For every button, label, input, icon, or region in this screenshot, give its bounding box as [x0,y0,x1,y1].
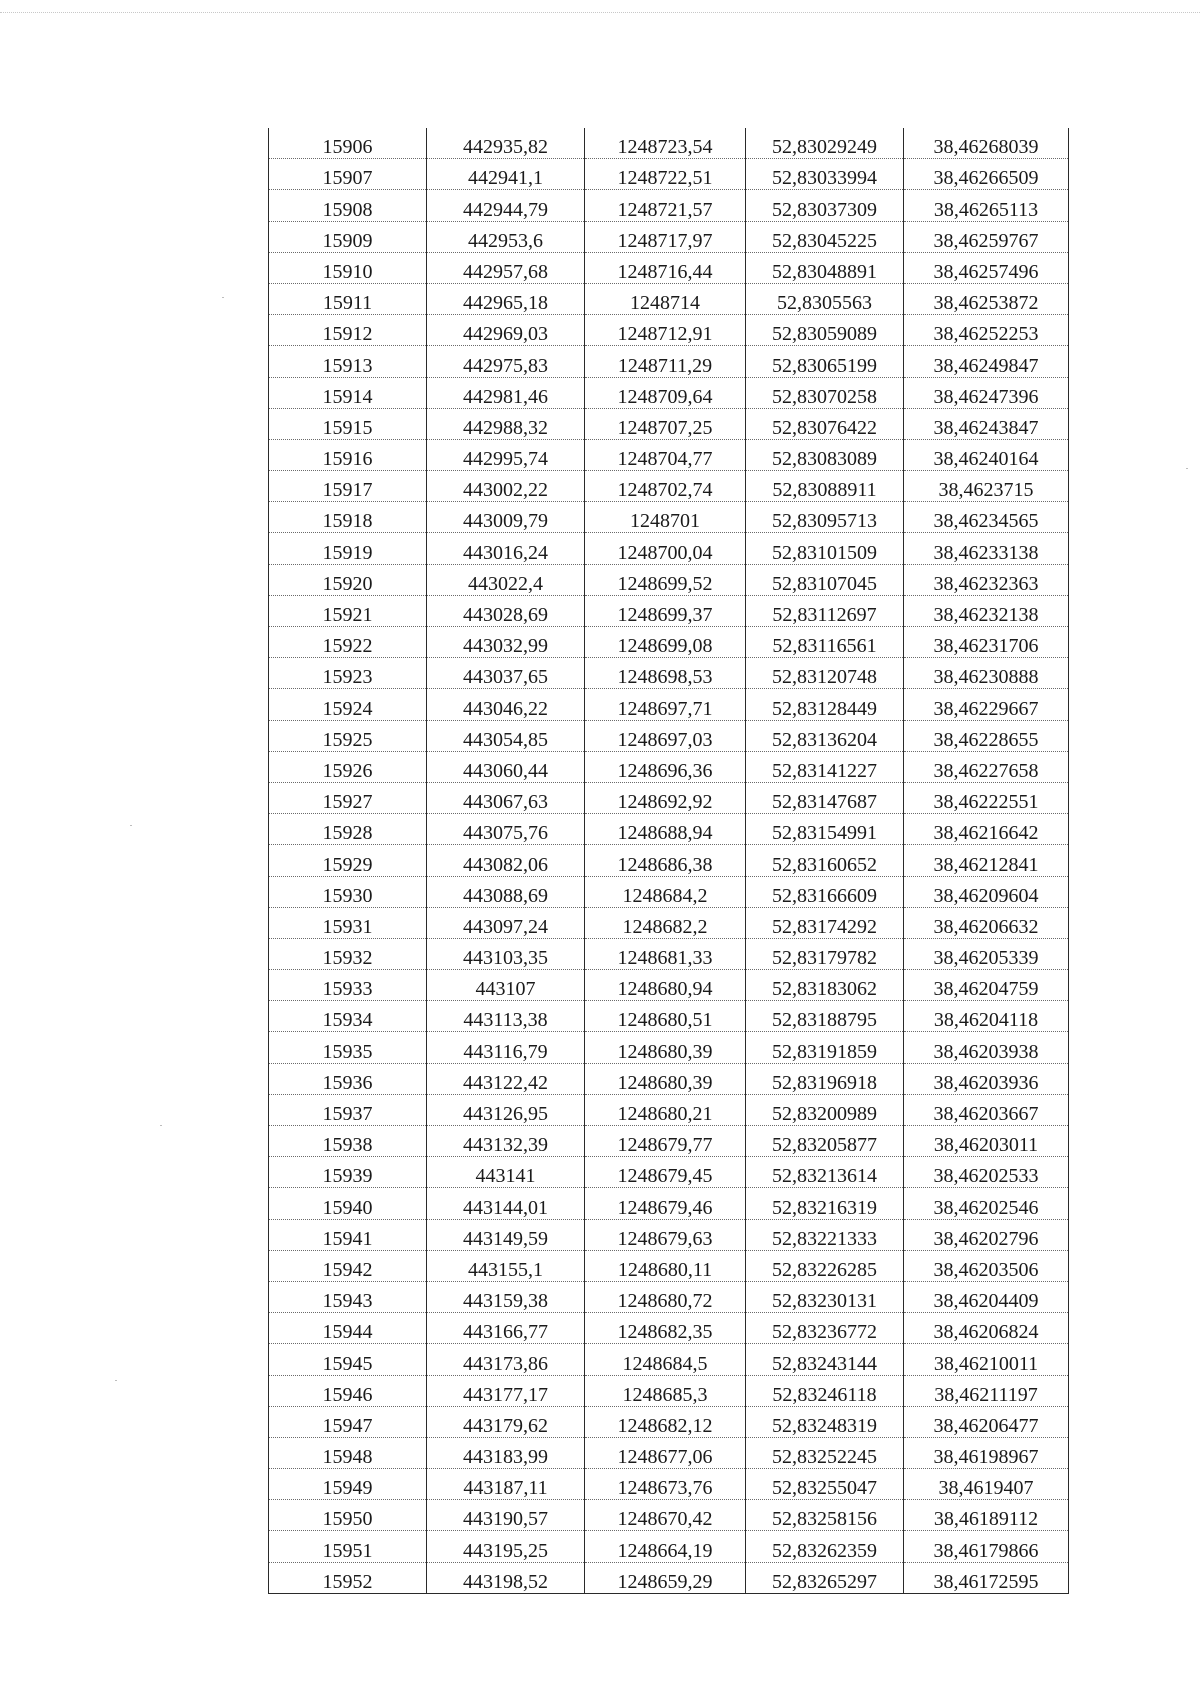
y-coordinate-cell: 1248688,94 [585,814,746,845]
longitude-cell: 38,46198967 [904,1437,1069,1468]
point-number-cell: 15938 [269,1126,427,1157]
longitude-cell: 38,46232363 [904,564,1069,595]
y-coordinate-cell: 1248680,39 [585,1063,746,1094]
y-coordinate-cell: 1248696,36 [585,751,746,782]
x-coordinate-cell: 443183,99 [427,1437,585,1468]
latitude-cell: 52,83262359 [746,1531,904,1562]
table-row [269,970,1069,1001]
x-coordinate-cell: 443173,86 [427,1344,585,1375]
longitude-cell: 38,46230888 [904,658,1069,689]
x-coordinate-cell: 443037,65 [427,658,585,689]
latitude-cell: 52,83083089 [746,439,904,470]
point-number-cell: 15947 [269,1406,427,1437]
point-number-cell: 15921 [269,595,427,626]
point-number-cell: 15927 [269,782,427,813]
latitude-cell: 52,83221333 [746,1219,904,1250]
longitude-cell: 38,46179866 [904,1531,1069,1562]
longitude-cell: 38,46206477 [904,1406,1069,1437]
table-row [269,1032,1069,1063]
point-number-cell: 15941 [269,1219,427,1250]
latitude-cell: 52,83188795 [746,1001,904,1032]
x-coordinate-cell: 443107 [427,970,585,1001]
longitude-cell: 38,46204118 [904,1001,1069,1032]
x-coordinate-cell: 442944,79 [427,190,585,221]
longitude-cell: 38,46202546 [904,1188,1069,1219]
point-number-cell: 15939 [269,1157,427,1188]
y-coordinate-cell: 1248684,2 [585,876,746,907]
y-coordinate-cell: 1248692,92 [585,782,746,813]
longitude-cell: 38,46204759 [904,970,1069,1001]
latitude-cell: 52,83179782 [746,938,904,969]
longitude-cell: 38,46243847 [904,408,1069,439]
table-row [269,1500,1069,1531]
point-number-cell: 15934 [269,1001,427,1032]
longitude-cell: 38,46247396 [904,377,1069,408]
x-coordinate-cell: 443177,17 [427,1375,585,1406]
x-coordinate-cell: 443149,59 [427,1219,585,1250]
latitude-cell: 52,83255047 [746,1469,904,1500]
longitude-cell: 38,46172595 [904,1562,1069,1593]
x-coordinate-cell: 443141 [427,1157,585,1188]
y-coordinate-cell: 1248681,33 [585,938,746,969]
y-coordinate-cell: 1248677,06 [585,1437,746,1468]
point-number-cell: 15940 [269,1188,427,1219]
point-number-cell: 15946 [269,1375,427,1406]
longitude-cell: 38,46203506 [904,1250,1069,1281]
y-coordinate-cell: 1248711,29 [585,346,746,377]
table-row [269,283,1069,314]
table-row [269,1469,1069,1500]
table-row [269,814,1069,845]
y-coordinate-cell: 1248721,57 [585,190,746,221]
longitude-cell: 38,46266509 [904,159,1069,190]
longitude-cell: 38,46206824 [904,1313,1069,1344]
longitude-cell: 38,46268039 [904,128,1069,159]
point-number-cell: 15943 [269,1281,427,1312]
longitude-cell: 38,46203936 [904,1063,1069,1094]
table-row [269,221,1069,252]
longitude-cell: 38,46216642 [904,814,1069,845]
latitude-cell: 52,83243144 [746,1344,904,1375]
table-row [269,1375,1069,1406]
longitude-cell: 38,46203938 [904,1032,1069,1063]
point-number-cell: 15906 [269,128,427,159]
latitude-cell: 52,83120748 [746,658,904,689]
x-coordinate-cell: 443022,4 [427,564,585,595]
table-row [269,1063,1069,1094]
y-coordinate-cell: 1248680,72 [585,1281,746,1312]
table-row [269,782,1069,813]
latitude-cell: 52,83065199 [746,346,904,377]
table-row [269,252,1069,283]
table-row [269,1344,1069,1375]
y-coordinate-cell: 1248682,2 [585,907,746,938]
table-row [269,159,1069,190]
longitude-cell: 38,46203667 [904,1094,1069,1125]
longitude-cell: 38,46229667 [904,689,1069,720]
latitude-cell: 52,83128449 [746,689,904,720]
point-number-cell: 15913 [269,346,427,377]
x-coordinate-cell: 443116,79 [427,1032,585,1063]
point-number-cell: 15910 [269,252,427,283]
table-row [269,1531,1069,1562]
coordinates-table [268,128,1069,1594]
point-number-cell: 15942 [269,1250,427,1281]
table-row [269,595,1069,626]
longitude-cell: 38,4623715 [904,471,1069,502]
x-coordinate-cell: 443032,99 [427,627,585,658]
latitude-cell: 52,83236772 [746,1313,904,1344]
y-coordinate-cell: 1248716,44 [585,252,746,283]
point-number-cell: 15923 [269,658,427,689]
y-coordinate-cell: 1248680,11 [585,1250,746,1281]
longitude-cell: 38,4619407 [904,1469,1069,1500]
x-coordinate-cell: 443028,69 [427,595,585,626]
scan-speck [160,1125,162,1126]
table-row [269,439,1069,470]
table-row [269,689,1069,720]
point-number-cell: 15916 [269,439,427,470]
y-coordinate-cell: 1248679,77 [585,1126,746,1157]
latitude-cell: 52,83191859 [746,1032,904,1063]
longitude-cell: 38,46211197 [904,1375,1069,1406]
y-coordinate-cell: 1248700,04 [585,533,746,564]
table-row [269,502,1069,533]
longitude-cell: 38,46204409 [904,1281,1069,1312]
y-coordinate-cell: 1248701 [585,502,746,533]
x-coordinate-cell: 443016,24 [427,533,585,564]
y-coordinate-cell: 1248679,45 [585,1157,746,1188]
scan-speck [222,297,224,298]
point-number-cell: 15922 [269,627,427,658]
table-row [269,315,1069,346]
longitude-cell: 38,46234565 [904,502,1069,533]
latitude-cell: 52,83258156 [746,1500,904,1531]
point-number-cell: 15925 [269,720,427,751]
y-coordinate-cell: 1248682,35 [585,1313,746,1344]
longitude-cell: 38,46231706 [904,627,1069,658]
table-row [269,1562,1069,1593]
coordinates-table-body [269,128,1069,1593]
longitude-cell: 38,46209604 [904,876,1069,907]
latitude-cell: 52,83037309 [746,190,904,221]
longitude-cell: 38,46257496 [904,252,1069,283]
point-number-cell: 15924 [269,689,427,720]
longitude-cell: 38,46212841 [904,845,1069,876]
table-row [269,377,1069,408]
point-number-cell: 15948 [269,1437,427,1468]
y-coordinate-cell: 1248684,5 [585,1344,746,1375]
table-row [269,190,1069,221]
y-coordinate-cell: 1248707,25 [585,408,746,439]
x-coordinate-cell: 443002,22 [427,471,585,502]
x-coordinate-cell: 443155,1 [427,1250,585,1281]
table-row [269,346,1069,377]
y-coordinate-cell: 1248664,19 [585,1531,746,1562]
longitude-cell: 38,46233138 [904,533,1069,564]
longitude-cell: 38,46252253 [904,315,1069,346]
table-row [269,1094,1069,1125]
point-number-cell: 15911 [269,283,427,314]
x-coordinate-cell: 443082,06 [427,845,585,876]
x-coordinate-cell: 443122,42 [427,1063,585,1094]
x-coordinate-cell: 442969,03 [427,315,585,346]
coordinates-table-container [268,128,1063,1594]
latitude-cell: 52,83252245 [746,1437,904,1468]
x-coordinate-cell: 442975,83 [427,346,585,377]
y-coordinate-cell: 1248679,63 [585,1219,746,1250]
y-coordinate-cell: 1248680,39 [585,1032,746,1063]
point-number-cell: 15919 [269,533,427,564]
y-coordinate-cell: 1248698,53 [585,658,746,689]
y-coordinate-cell: 1248699,52 [585,564,746,595]
point-number-cell: 15936 [269,1063,427,1094]
point-number-cell: 15917 [269,471,427,502]
table-row [269,1126,1069,1157]
table-row [269,1313,1069,1344]
point-number-cell: 15949 [269,1469,427,1500]
longitude-cell: 38,46227658 [904,751,1069,782]
x-coordinate-cell: 443179,62 [427,1406,585,1437]
y-coordinate-cell: 1248685,3 [585,1375,746,1406]
x-coordinate-cell: 443103,35 [427,938,585,969]
longitude-cell: 38,46202533 [904,1157,1069,1188]
latitude-cell: 52,83246118 [746,1375,904,1406]
table-row [269,1406,1069,1437]
point-number-cell: 15931 [269,907,427,938]
longitude-cell: 38,46189112 [904,1500,1069,1531]
y-coordinate-cell: 1248709,64 [585,377,746,408]
y-coordinate-cell: 1248659,29 [585,1562,746,1593]
latitude-cell: 52,83154991 [746,814,904,845]
x-coordinate-cell: 443009,79 [427,502,585,533]
x-coordinate-cell: 443113,38 [427,1001,585,1032]
point-number-cell: 15912 [269,315,427,346]
table-row [269,1001,1069,1032]
y-coordinate-cell: 1248679,46 [585,1188,746,1219]
table-row [269,128,1069,159]
longitude-cell: 38,46205339 [904,938,1069,969]
longitude-cell: 38,46228655 [904,720,1069,751]
table-row [269,751,1069,782]
scan-speck [1186,468,1188,469]
latitude-cell: 52,83101509 [746,533,904,564]
table-row [269,1250,1069,1281]
y-coordinate-cell: 1248680,94 [585,970,746,1001]
latitude-cell: 52,83160652 [746,845,904,876]
table-row [269,658,1069,689]
point-number-cell: 15935 [269,1032,427,1063]
x-coordinate-cell: 443054,85 [427,720,585,751]
table-row [269,1188,1069,1219]
latitude-cell: 52,83196918 [746,1063,904,1094]
table-row [269,627,1069,658]
y-coordinate-cell: 1248680,51 [585,1001,746,1032]
latitude-cell: 52,83107045 [746,564,904,595]
table-row [269,1157,1069,1188]
point-number-cell: 15929 [269,845,427,876]
latitude-cell: 52,83166609 [746,876,904,907]
longitude-cell: 38,46253872 [904,283,1069,314]
y-coordinate-cell: 1248682,12 [585,1406,746,1437]
y-coordinate-cell: 1248699,37 [585,595,746,626]
table-row [269,1437,1069,1468]
table-row [269,1219,1069,1250]
latitude-cell: 52,83248319 [746,1406,904,1437]
x-coordinate-cell: 443190,57 [427,1500,585,1531]
table-row [269,938,1069,969]
x-coordinate-cell: 443067,63 [427,782,585,813]
point-number-cell: 15945 [269,1344,427,1375]
y-coordinate-cell: 1248717,97 [585,221,746,252]
x-coordinate-cell: 443088,69 [427,876,585,907]
latitude-cell: 52,83226285 [746,1250,904,1281]
x-coordinate-cell: 443097,24 [427,907,585,938]
y-coordinate-cell: 1248699,08 [585,627,746,658]
longitude-cell: 38,46265113 [904,190,1069,221]
longitude-cell: 38,46202796 [904,1219,1069,1250]
latitude-cell: 52,83029249 [746,128,904,159]
latitude-cell: 52,83045225 [746,221,904,252]
latitude-cell: 52,83205877 [746,1126,904,1157]
latitude-cell: 52,83116561 [746,627,904,658]
point-number-cell: 15920 [269,564,427,595]
y-coordinate-cell: 1248670,42 [585,1500,746,1531]
x-coordinate-cell: 443198,52 [427,1562,585,1593]
point-number-cell: 15928 [269,814,427,845]
table-row [269,720,1069,751]
y-coordinate-cell: 1248686,38 [585,845,746,876]
point-number-cell: 15908 [269,190,427,221]
point-number-cell: 15950 [269,1500,427,1531]
latitude-cell: 52,83183062 [746,970,904,1001]
y-coordinate-cell: 1248722,51 [585,159,746,190]
scan-top-edge [0,12,1200,13]
point-number-cell: 15930 [269,876,427,907]
point-number-cell: 15932 [269,938,427,969]
longitude-cell: 38,46222551 [904,782,1069,813]
table-row [269,876,1069,907]
table-row [269,533,1069,564]
x-coordinate-cell: 443144,01 [427,1188,585,1219]
point-number-cell: 15937 [269,1094,427,1125]
x-coordinate-cell: 443046,22 [427,689,585,720]
y-coordinate-cell: 1248673,76 [585,1469,746,1500]
longitude-cell: 38,46203011 [904,1126,1069,1157]
latitude-cell: 52,83033994 [746,159,904,190]
latitude-cell: 52,83174292 [746,907,904,938]
latitude-cell: 52,83213614 [746,1157,904,1188]
x-coordinate-cell: 442981,46 [427,377,585,408]
table-row [269,907,1069,938]
x-coordinate-cell: 443159,38 [427,1281,585,1312]
point-number-cell: 15933 [269,970,427,1001]
point-number-cell: 15926 [269,751,427,782]
latitude-cell: 52,83112697 [746,595,904,626]
y-coordinate-cell: 1248680,21 [585,1094,746,1125]
y-coordinate-cell: 1248712,91 [585,315,746,346]
x-coordinate-cell: 443195,25 [427,1531,585,1562]
table-row [269,408,1069,439]
x-coordinate-cell: 442935,82 [427,128,585,159]
point-number-cell: 15915 [269,408,427,439]
y-coordinate-cell: 1248704,77 [585,439,746,470]
latitude-cell: 52,83265297 [746,1562,904,1593]
point-number-cell: 15914 [269,377,427,408]
longitude-cell: 38,46206632 [904,907,1069,938]
table-row [269,564,1069,595]
point-number-cell: 15918 [269,502,427,533]
x-coordinate-cell: 442941,1 [427,159,585,190]
y-coordinate-cell: 1248697,03 [585,720,746,751]
x-coordinate-cell: 442995,74 [427,439,585,470]
x-coordinate-cell: 442965,18 [427,283,585,314]
latitude-cell: 52,83095713 [746,502,904,533]
latitude-cell: 52,83230131 [746,1281,904,1312]
x-coordinate-cell: 443075,76 [427,814,585,845]
y-coordinate-cell: 1248714 [585,283,746,314]
longitude-cell: 38,46232138 [904,595,1069,626]
point-number-cell: 15909 [269,221,427,252]
latitude-cell: 52,83088911 [746,471,904,502]
x-coordinate-cell: 443132,39 [427,1126,585,1157]
longitude-cell: 38,46249847 [904,346,1069,377]
latitude-cell: 52,83059089 [746,315,904,346]
x-coordinate-cell: 443166,77 [427,1313,585,1344]
x-coordinate-cell: 442988,32 [427,408,585,439]
latitude-cell: 52,83048891 [746,252,904,283]
table-row [269,845,1069,876]
table-row [269,1281,1069,1312]
x-coordinate-cell: 443187,11 [427,1469,585,1500]
longitude-cell: 38,46259767 [904,221,1069,252]
point-number-cell: 15951 [269,1531,427,1562]
point-number-cell: 15944 [269,1313,427,1344]
y-coordinate-cell: 1248723,54 [585,128,746,159]
latitude-cell: 52,83141227 [746,751,904,782]
latitude-cell: 52,83070258 [746,377,904,408]
latitude-cell: 52,8305563 [746,283,904,314]
point-number-cell: 15952 [269,1562,427,1593]
y-coordinate-cell: 1248702,74 [585,471,746,502]
latitude-cell: 52,83216319 [746,1188,904,1219]
x-coordinate-cell: 443060,44 [427,751,585,782]
longitude-cell: 38,46240164 [904,439,1069,470]
latitude-cell: 52,83136204 [746,720,904,751]
scan-speck [115,1380,117,1381]
x-coordinate-cell: 442953,6 [427,221,585,252]
longitude-cell: 38,46210011 [904,1344,1069,1375]
point-number-cell: 15907 [269,159,427,190]
table-row [269,471,1069,502]
y-coordinate-cell: 1248697,71 [585,689,746,720]
latitude-cell: 52,83147687 [746,782,904,813]
latitude-cell: 52,83200989 [746,1094,904,1125]
x-coordinate-cell: 442957,68 [427,252,585,283]
x-coordinate-cell: 443126,95 [427,1094,585,1125]
latitude-cell: 52,83076422 [746,408,904,439]
scan-speck [130,825,132,826]
